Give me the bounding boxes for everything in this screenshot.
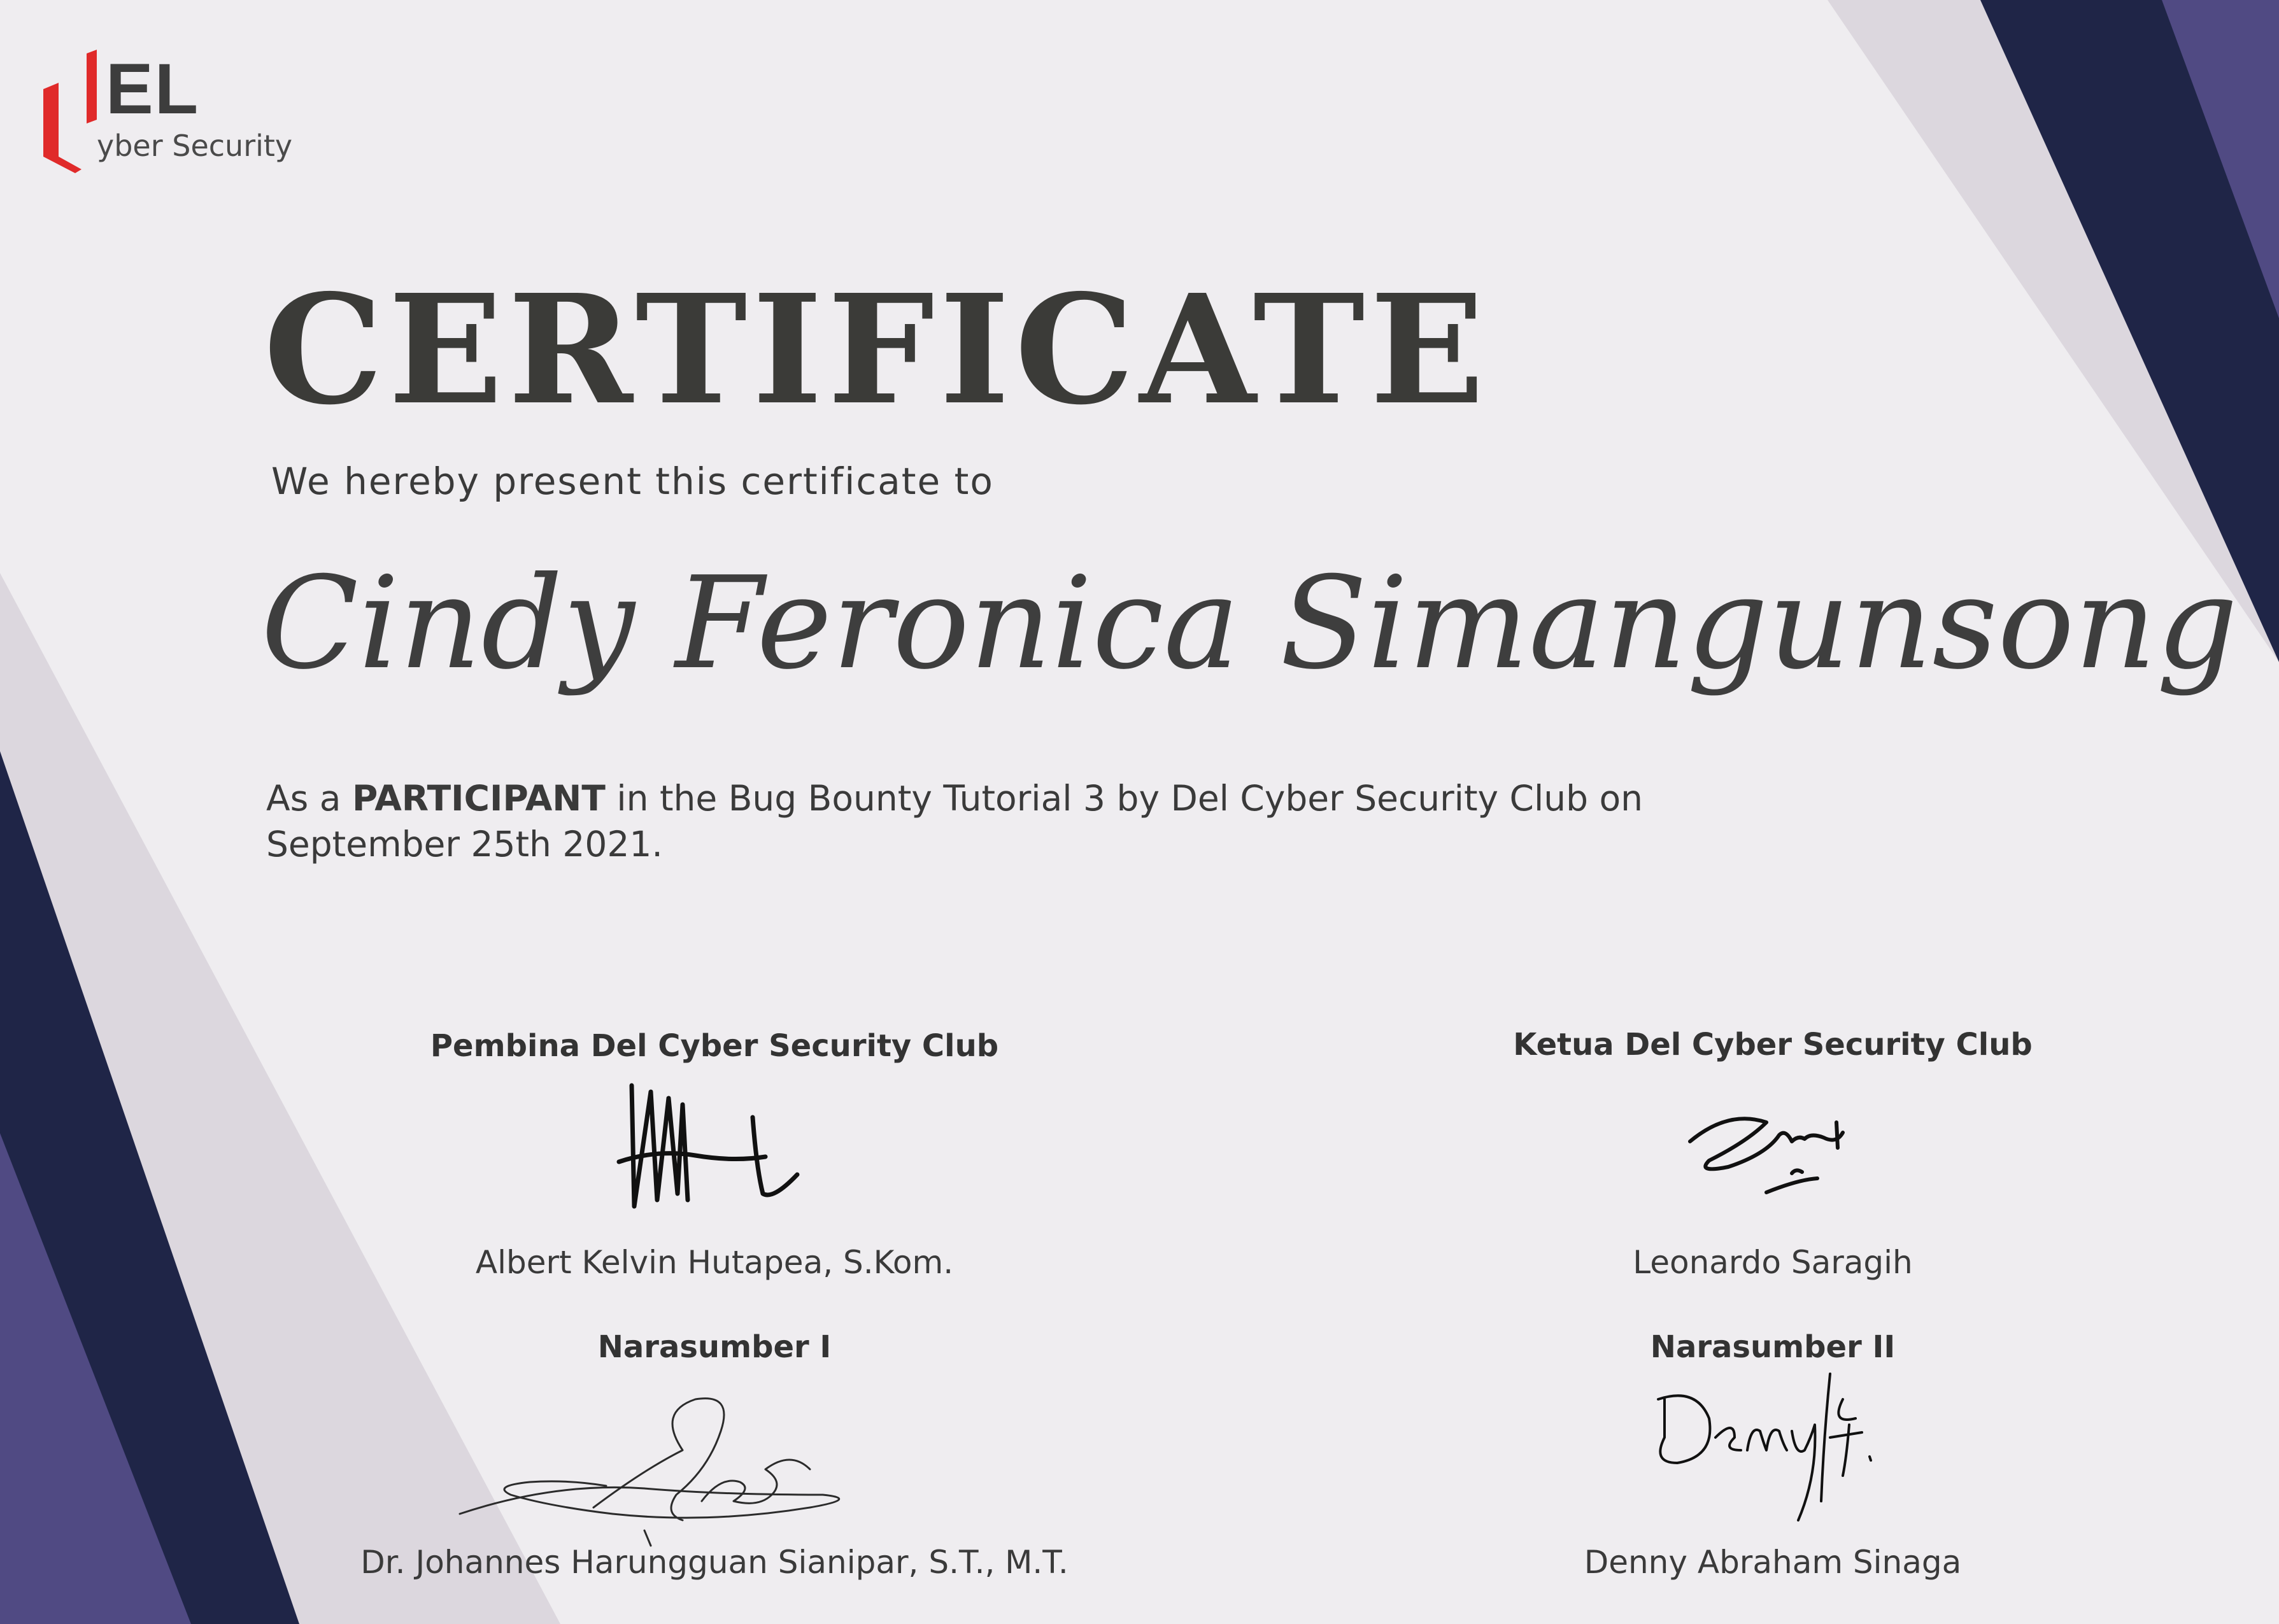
participation-statement bbox=[266, 775, 1820, 867]
signatory-ketua bbox=[1359, 1027, 2187, 1282]
logo-subtitle: yber Security bbox=[97, 129, 293, 163]
handwritten-signature-icon bbox=[606, 1073, 810, 1225]
certificate-title: CERTIFICATE bbox=[264, 261, 1490, 438]
signatory-narasumber-2 bbox=[1359, 1329, 2187, 1584]
statement-role: PARTICIPANT bbox=[351, 778, 606, 819]
presented-line: We hereby present this certificate to bbox=[271, 460, 994, 503]
signatory-narasumber-1 bbox=[301, 1329, 1128, 1584]
signatory-name: Denny Abraham Sinaga bbox=[1584, 1544, 1962, 1581]
statement-prefix: As a bbox=[266, 778, 341, 819]
signatory-role: Pembina Del Cyber Security Club bbox=[430, 1028, 999, 1064]
signatory-role: Narasumber II bbox=[1650, 1329, 1896, 1365]
handwritten-signature-icon bbox=[453, 1374, 937, 1552]
signatory-name: Dr. Johannes Harungguan Sianipar, S.T., M.T. bbox=[360, 1544, 1069, 1581]
handwritten-signature-icon bbox=[1671, 1097, 1875, 1224]
club-logo bbox=[39, 50, 332, 177]
recipient-name: Cindy Feronica Simangunsong bbox=[261, 549, 2238, 698]
statement-suffix: in the Bug Bounty Tutorial 3 by Del Cyber Security Club on September 25th 2021. bbox=[266, 778, 1644, 865]
signatory-role: Ketua Del Cyber Security Club bbox=[1513, 1027, 2033, 1063]
logo-wordmark: EL bbox=[106, 49, 200, 129]
handwritten-signature-icon bbox=[1639, 1361, 1906, 1539]
signatory-name: Albert Kelvin Hutapea, S.Kom. bbox=[475, 1244, 954, 1281]
signatory-pembina bbox=[301, 1028, 1128, 1283]
signatory-name: Leonardo Saragih bbox=[1633, 1244, 1913, 1281]
signatory-role: Narasumber I bbox=[597, 1329, 832, 1365]
